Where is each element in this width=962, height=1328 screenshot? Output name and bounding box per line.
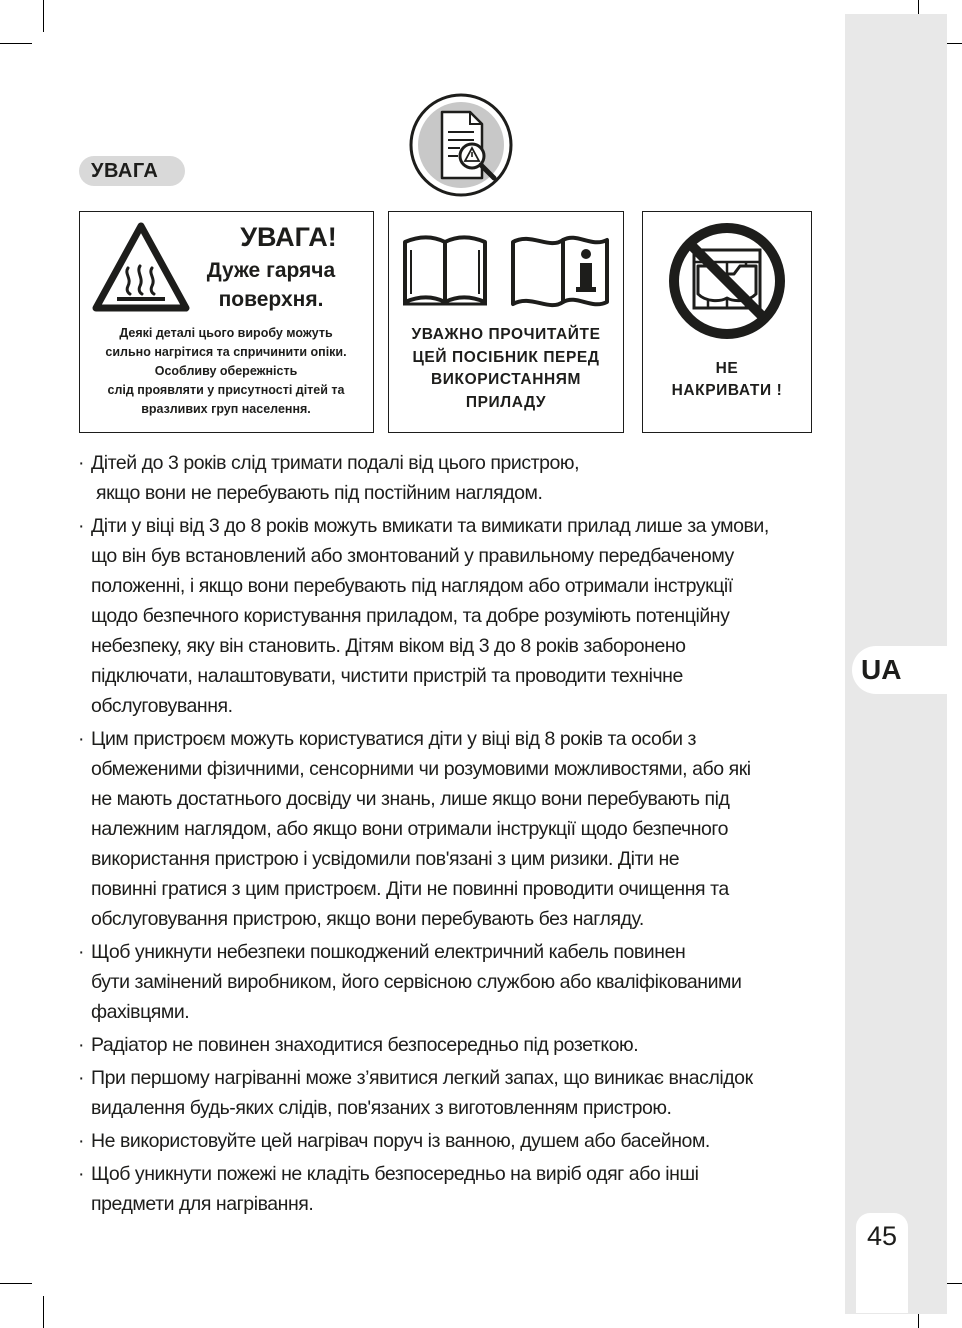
list-item-line: повинні гратися з цим пристроєм. Діти не повинні проводити очищення та xyxy=(91,878,729,900)
read-manual-icon xyxy=(399,232,611,310)
list-item-line: · При першому нагріванні може з’явитися легкий запах, що виникає внаслідок xyxy=(91,1067,753,1089)
read-manual-text xyxy=(393,324,619,414)
hot-surface-warning-icon xyxy=(90,220,192,316)
list-item-line: використання пристрою і усвідомили пов'язані з цим ризики. Діти не xyxy=(91,848,680,870)
list-item-line: · Не використовуйте цей нагрівач поруч із ванною, душем або басейном. xyxy=(91,1130,710,1152)
list-item xyxy=(79,1159,824,1219)
list-item-line: обмеженими фізичними, сенсорними чи розумовими можливостями, або які xyxy=(91,758,751,780)
language-tab: UA xyxy=(852,646,948,694)
section-label: УВАГА xyxy=(79,156,185,186)
crop-mark xyxy=(43,0,44,32)
list-item-line: · Цим пристроєм можуть користуватися діти у віці від 8 років та особи з xyxy=(91,728,697,750)
list-item-line: не мають достатнього досвіду чи знань, лише якщо вони перебувають під xyxy=(91,788,730,810)
safety-instructions-list xyxy=(79,448,824,1222)
list-item-line: положенні, і якщо вони перебувають під наглядом або отримали інструкції xyxy=(91,575,733,597)
manual-warning-icon xyxy=(408,92,514,198)
read-manual-box xyxy=(388,211,624,433)
list-item-line: видалення будь-яких слідів, пов'язаних з виготовленням пристрою. xyxy=(91,1097,672,1119)
list-item-line: якщо вони не перебувають під постійним наглядом. xyxy=(91,482,543,504)
hot-surface-warning-box xyxy=(79,211,374,433)
list-item-line: обслуговування пристрою, якщо вони перебувають без нагляду. xyxy=(91,908,644,930)
list-item-line: що він був встановлений або змонтований у правильному передбаченому xyxy=(91,545,734,567)
list-item-line: предмети для нагрівання. xyxy=(91,1193,314,1215)
list-item xyxy=(79,724,824,934)
warning-title: УВАГА! xyxy=(240,222,337,252)
list-item-line: · Радіатор не повинен знаходитися безпосередньо під розеткою. xyxy=(91,1034,639,1056)
read-manual-line: ВИКОРИСТАННЯМ xyxy=(430,371,582,388)
list-item xyxy=(79,937,824,1027)
list-item xyxy=(79,1030,824,1060)
warning-text-line: Особливу обережність xyxy=(154,364,298,378)
warning-subtitle xyxy=(186,256,356,314)
list-item xyxy=(79,1126,824,1156)
list-item xyxy=(79,511,824,721)
read-manual-line: ПРИЛАДУ xyxy=(465,393,547,411)
do-not-cover-line: НАКРИВАТИ ! xyxy=(671,382,783,399)
do-not-cover-box xyxy=(642,211,812,433)
list-item-line: фахівцями. xyxy=(91,1001,190,1023)
warning-text-line: вразливих груп населення. xyxy=(141,402,311,416)
list-item-line: · Щоб уникнути пожежі не кладіть безпосередньо на виріб одяг або інші xyxy=(91,1163,699,1185)
warning-text-line: сильно нагрітися та спричинити опіки. xyxy=(105,345,347,359)
list-item-line: щодо безпечного користування приладом, та добре розуміють потенційну xyxy=(91,605,730,627)
warning-text-line: Деякі деталі цього виробу можуть xyxy=(119,326,333,340)
crop-mark xyxy=(0,1283,32,1284)
list-item-line: небезпеку, яку він становить. Дітям віком від 3 до 8 років заборонено xyxy=(91,635,686,657)
crop-mark xyxy=(0,43,32,44)
list-item-line: обслуговування. xyxy=(91,695,233,717)
list-item-line: · Діти у віці від 3 до 8 років можуть вмикати та вимикати прилад лише за умови, xyxy=(91,515,769,537)
do-not-cover-icon xyxy=(668,222,786,340)
warning-subtitle-line: поверхня. xyxy=(218,288,324,311)
list-item xyxy=(79,1063,824,1123)
list-item-line: · Щоб уникнути небезпеки пошкоджений електричний кабель повинен xyxy=(91,941,686,963)
warning-text xyxy=(86,324,366,419)
warning-text-line: слід проявляти у присутності дітей та xyxy=(107,383,345,397)
do-not-cover-line: НЕ xyxy=(715,360,739,377)
list-item-line: бути замінений виробником, його сервісною службою або кваліфікованими xyxy=(91,971,742,993)
list-item-line: належним наглядом, або якщо вони отримали інструкції щодо безпечного xyxy=(91,818,729,840)
list-item-line: · Дітей до 3 років слід тримати подалі від цього пристрою, xyxy=(91,452,580,474)
list-item-line: підключати, налаштовувати, чистити пристрій та проводити технічне xyxy=(91,665,683,687)
crop-mark xyxy=(43,1296,44,1328)
read-manual-line: ЦЕЙ ПОСІБНИК ПЕРЕД xyxy=(412,348,600,366)
warning-subtitle-line: Дуже гаряча xyxy=(206,259,336,282)
list-item xyxy=(79,448,824,508)
do-not-cover-text xyxy=(649,358,805,402)
page-number: 45 xyxy=(856,1213,908,1313)
read-manual-line: УВАЖНО ПРОЧИТАЙТЕ xyxy=(411,326,601,343)
